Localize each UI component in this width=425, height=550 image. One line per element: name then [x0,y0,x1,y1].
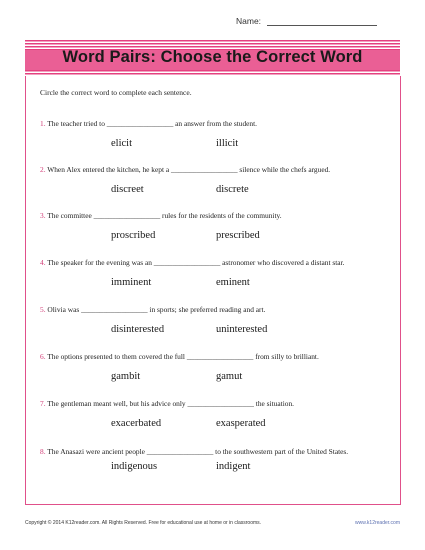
choice-pair [40,324,395,338]
question-text: The Anasazi were ancient people __________________ to the southwestern part of the United States. [47,447,349,456]
choice-a[interactable]: elicit [111,138,132,149]
choice-a[interactable]: proscribed [111,230,156,241]
choice-a[interactable]: discreet [111,184,144,195]
choice-a[interactable]: imminent [111,277,152,288]
question-sentence [40,352,395,361]
choice-a[interactable]: disinterested [111,324,165,335]
question-8 [40,447,395,475]
question-sentence [40,211,395,220]
name-label: Name: [236,16,262,26]
choice-pair [40,461,395,475]
choice-a[interactable]: gambit [111,371,141,382]
choice-b[interactable]: eminent [216,277,250,288]
choice-b[interactable]: indigent [216,461,251,472]
question-text: The gentleman meant well, but his advice only __________________ the situation. [47,399,294,408]
question-text: The options presented to them covered the full __________________ from silly to brilliant. [47,352,319,361]
question-text: The speaker for the evening was an __________________ astronomer who discovered a distant star. [47,258,345,267]
choice-pair [40,138,395,152]
question-number: 6. [40,352,46,361]
question-text: The teacher tried to __________________ an answer from the student. [47,119,258,128]
question-sentence [40,165,395,174]
choice-a[interactable]: exacerbated [111,418,162,429]
question-sentence [40,447,395,456]
question-text: The committee __________________ rules for the residents of the community. [47,211,282,220]
question-5 [40,305,395,338]
question-number: 2. [40,165,46,174]
choice-b[interactable]: discrete [216,184,249,195]
choice-pair [40,184,395,198]
site-link[interactable]: www.k12reader.com [354,520,400,526]
choice-b[interactable]: gamut [216,371,243,382]
question-sentence [40,119,395,128]
choice-pair [40,371,395,385]
choice-b[interactable]: illicit [216,138,239,149]
question-number: 8. [40,447,46,456]
title-banner [25,40,400,76]
question-sentence [40,305,395,314]
choice-pair [40,418,395,432]
question-sentence [40,399,395,408]
question-text: When Alex entered the kitchen, he kept a __________________ silence while the chefs argued. [47,165,331,174]
question-1 [40,119,395,152]
instructions: Circle the correct word to complete each sentence. [40,88,192,97]
footer [25,520,400,526]
choice-pair [40,230,395,244]
question-7 [40,399,395,432]
copyright-text: Copyright © 2014 K12reader.com. All Rights Reserved. Free for educational use at home or in classrooms. [25,520,262,526]
question-3 [40,211,395,244]
question-4 [40,258,395,291]
choice-a[interactable]: indigenous [111,461,158,472]
choice-b[interactable]: uninterested [216,324,268,335]
question-number: 3. [40,211,46,220]
question-number: 7. [40,399,46,408]
name-blank [267,17,377,26]
choice-b[interactable]: prescribed [216,230,260,241]
question-6 [40,352,395,385]
question-number: 1. [40,119,46,128]
question-sentence [40,258,395,267]
choice-b[interactable]: exasperated [216,418,266,429]
name-field [236,16,377,26]
question-text: Olivia was __________________ in sports; she preferred reading and art. [47,305,266,314]
page-title: Word Pairs: Choose the Correct Word [62,48,363,66]
question-2 [40,165,395,198]
question-number: 5. [40,305,46,314]
choice-pair [40,277,395,291]
question-number: 4. [40,258,46,267]
